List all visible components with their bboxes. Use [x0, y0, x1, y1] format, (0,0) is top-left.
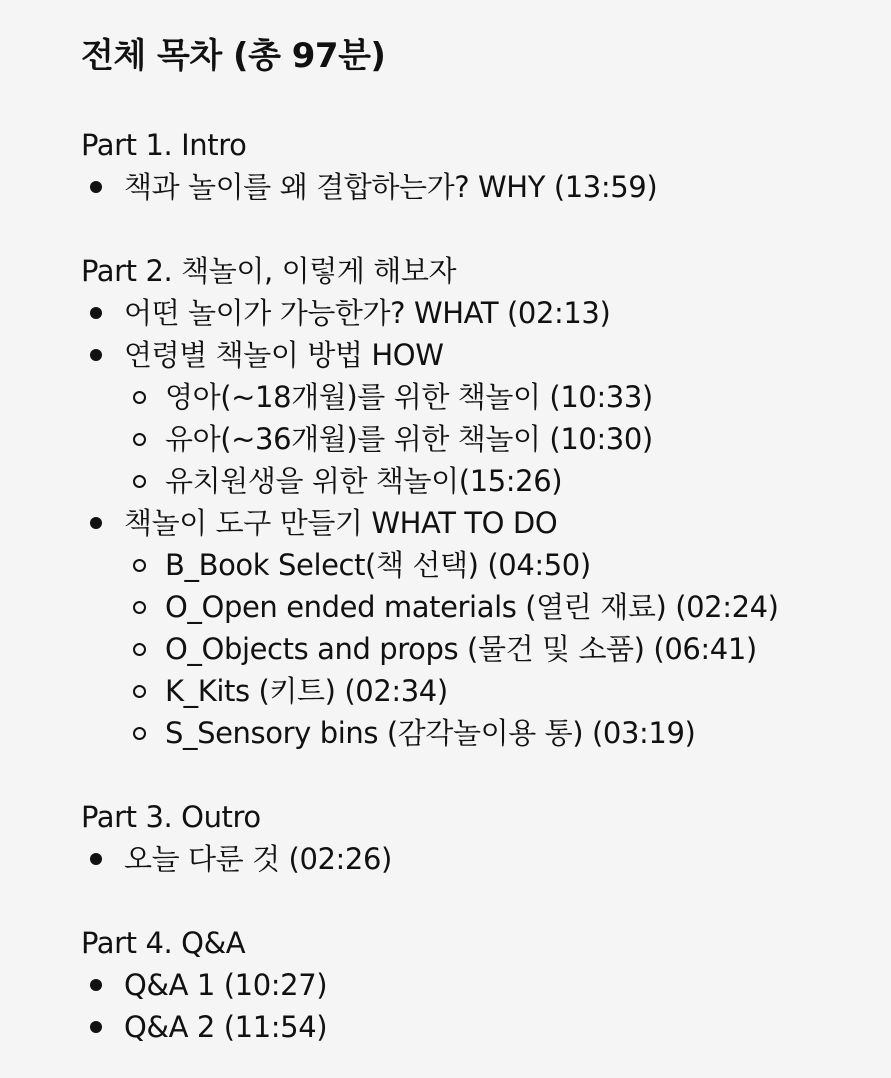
bullet-dot-icon — [90, 349, 102, 361]
bullet-circle-icon — [133, 727, 146, 740]
sub-list-item — [81, 460, 891, 502]
part-section-4 — [81, 922, 891, 1048]
sub-list-item — [81, 544, 891, 586]
bullet-circle-icon — [133, 433, 146, 446]
sub-bullet-list — [81, 376, 891, 502]
sub-list-item-label: K_Kits (키트) (02:34) — [165, 674, 448, 708]
list-item-label: 책과 놀이를 왜 결합하는가? WHY (13:59) — [124, 170, 658, 204]
bullet-circle-icon — [133, 643, 146, 656]
part-heading: Part 2. 책놀이, 이렇게 해보자 — [81, 254, 457, 288]
bullet-circle-icon — [133, 391, 146, 404]
list-item — [81, 964, 891, 1006]
list-item-label: 오늘 다룬 것 (02:26) — [124, 842, 392, 876]
sub-list-item-label: 영아(~18개월)를 위한 책놀이 (10:33) — [165, 380, 653, 414]
sub-list-item — [81, 586, 891, 628]
part-heading: Part 4. Q&A — [81, 926, 246, 960]
part-heading: Part 1. Intro — [81, 128, 247, 162]
part-heading: Part 3. Outro — [81, 800, 261, 834]
bullet-dot-icon — [90, 307, 102, 319]
bullet-circle-icon — [133, 559, 146, 572]
list-item-label: 연령별 책놀이 방법 HOW — [124, 338, 444, 372]
list-item-label: Q&A 1 (10:27) — [124, 968, 328, 1002]
part-section-1 — [81, 124, 891, 208]
list-item — [81, 838, 891, 880]
bullet-list — [81, 964, 891, 1048]
bullet-circle-icon — [133, 601, 146, 614]
list-item-label: 책놀이 도구 만들기 WHAT TO DO — [124, 506, 558, 540]
bullet-circle-icon — [133, 685, 146, 698]
sub-list-item-label: O_Objects and props (물건 및 소품) (06:41) — [165, 632, 757, 666]
sub-list-item — [81, 628, 891, 670]
sub-list-item — [81, 376, 891, 418]
bullet-dot-icon — [90, 979, 102, 991]
bullet-list — [81, 292, 891, 376]
bullet-list — [81, 838, 891, 880]
list-item-label: 어떤 놀이가 가능한가? WHAT (02:13) — [124, 296, 611, 330]
sub-list-item-label: 유치원생을 위한 책놀이(15:26) — [165, 464, 563, 498]
bullet-dot-icon — [90, 181, 102, 193]
bullet-list — [81, 166, 891, 208]
list-item — [81, 292, 891, 334]
bullet-list — [81, 502, 891, 544]
sub-list-item — [81, 712, 891, 754]
sub-list-item-label: 유아(~36개월)를 위한 책놀이 (10:30) — [165, 422, 653, 456]
sub-list-item-label: O_Open ended materials (열린 재료) (02:24) — [165, 590, 779, 624]
bullet-dot-icon — [90, 853, 102, 865]
bullet-dot-icon — [90, 1021, 102, 1033]
list-item — [81, 166, 891, 208]
bullet-dot-icon — [90, 517, 102, 529]
list-item — [81, 334, 891, 376]
sub-bullet-list — [81, 544, 891, 754]
sub-list-item — [81, 670, 891, 712]
list-item-label: Q&A 2 (11:54) — [124, 1010, 328, 1044]
sub-list-item-label: S_Sensory bins (감각놀이용 통) (03:19) — [165, 716, 696, 750]
part-section-2 — [81, 250, 891, 754]
bullet-circle-icon — [133, 475, 146, 488]
list-item — [81, 1006, 891, 1048]
sub-list-item-label: B_Book Select(책 선택) (04:50) — [165, 548, 591, 582]
sub-list-item — [81, 418, 891, 460]
page-title: 전체 목차 (총 97분) — [81, 36, 386, 76]
list-item — [81, 502, 891, 544]
part-section-3 — [81, 796, 891, 880]
